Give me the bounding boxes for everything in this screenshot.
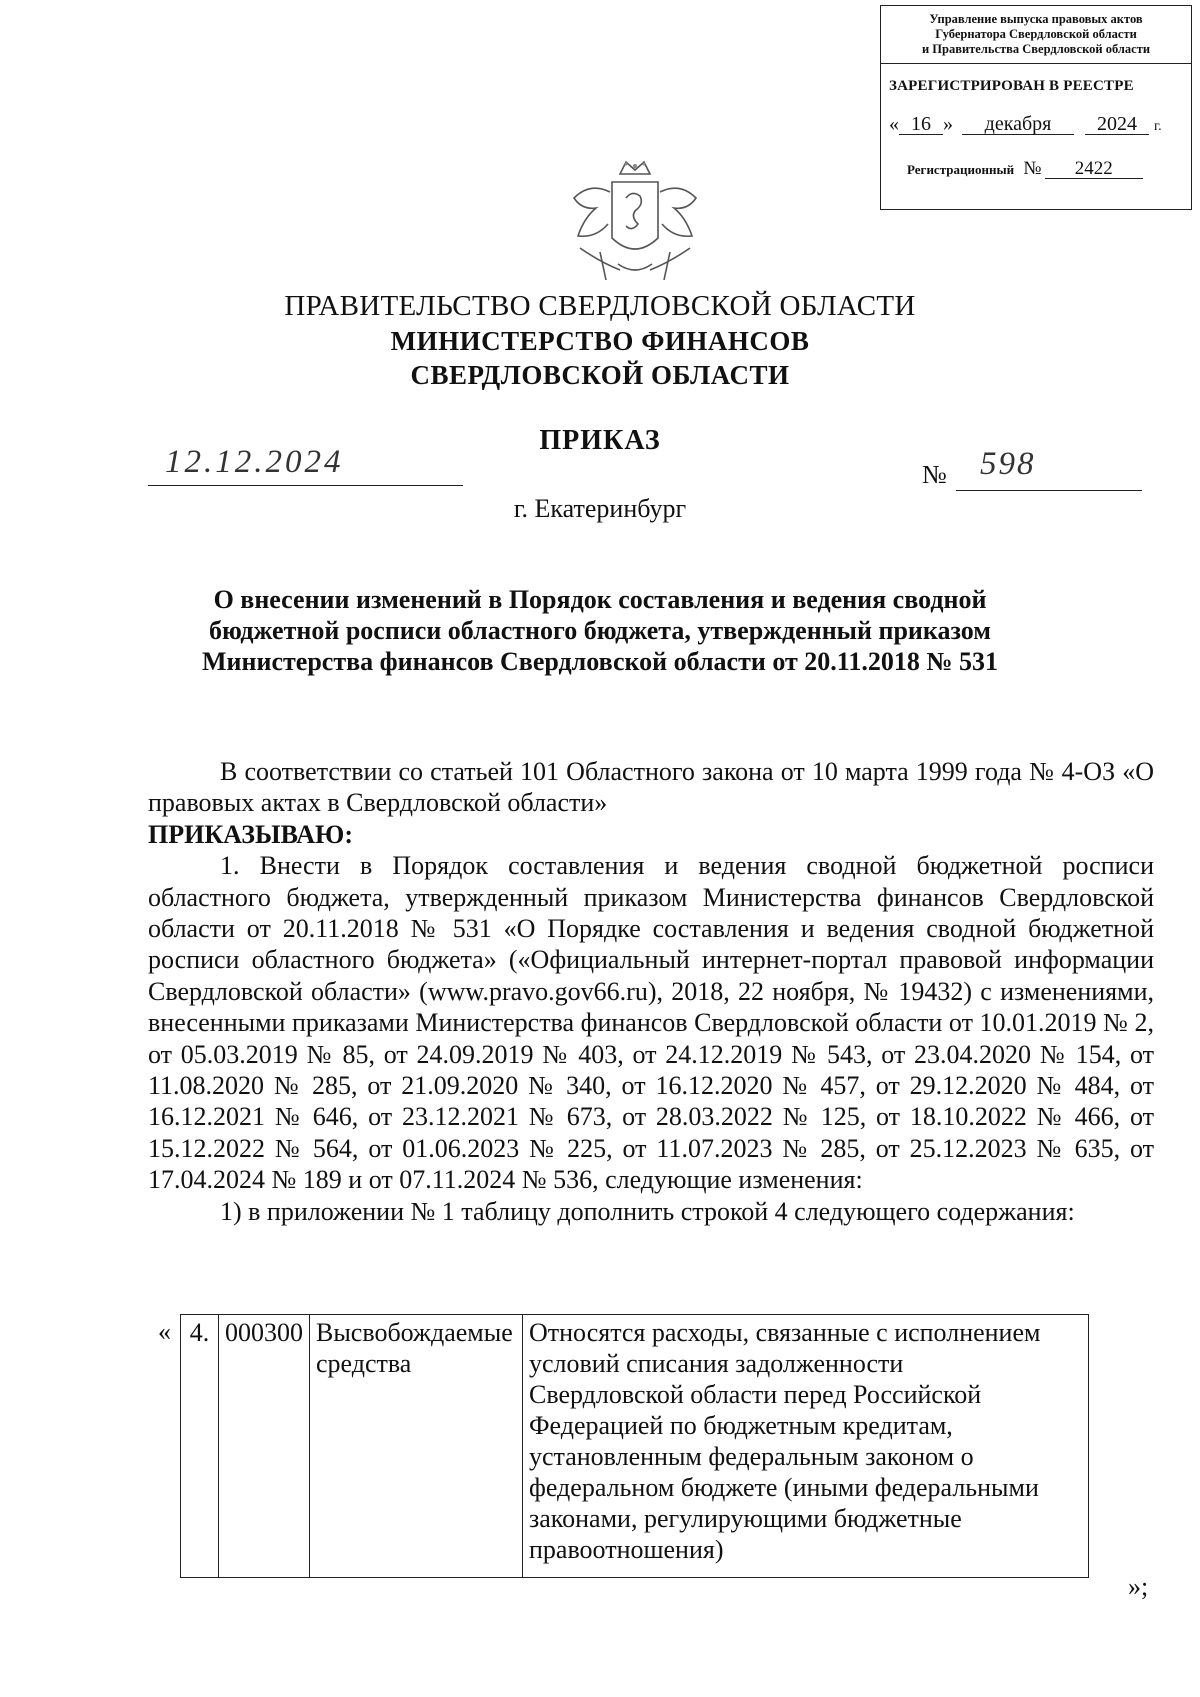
stamp-year: 2024 <box>1085 114 1149 135</box>
coat-of-arms-icon <box>560 152 710 292</box>
desc-line: федеральном бюджете (иными федеральными <box>529 1473 1039 1502</box>
stamp-reg-label: Регистрационный <box>907 162 1015 177</box>
inserted-table <box>180 1314 1089 1578</box>
subitem-1: 1) в приложении № 1 таблицу дополнить строкой 4 следующего содержания: <box>220 1196 1075 1226</box>
desc-line: условий списания задолженности <box>529 1349 904 1378</box>
row-name-line: средства <box>316 1349 412 1378</box>
ministry-line: МИНИСТЕРСТВО ФИНАНСОВ <box>390 326 810 356</box>
title-line: Министерства финансов Свердловской области от 20.11.2018 № 531 <box>202 647 998 676</box>
stamp-office-line: Губернатора Свердловской области <box>935 27 1137 41</box>
table-row <box>181 1315 1089 1578</box>
document-title <box>120 584 1080 677</box>
desc-line: Относятся расходы, связанные с исполнением <box>529 1318 1041 1347</box>
number-underline <box>956 489 1142 491</box>
stamp-reg-number-row <box>907 158 1191 180</box>
document-body <box>148 756 1154 1227</box>
number-sign: № <box>922 460 947 489</box>
order-date: 12.12.2024 <box>165 444 344 480</box>
order-number: 598 <box>980 446 1036 482</box>
document-type: ПРИКАЗ <box>539 425 661 456</box>
desc-line: Федерацией по бюджетным кредитам, <box>529 1411 953 1440</box>
stamp-date <box>889 113 1191 136</box>
ministry-title <box>0 324 1200 392</box>
desc-line: правоотношения) <box>529 1535 724 1564</box>
city: г. Екатеринбург <box>513 494 687 523</box>
desc-line: Свердловской области перед Российской <box>529 1380 982 1409</box>
order-word: ПРИКАЗЫВАЮ: <box>148 819 353 849</box>
stamp-quote-close: » <box>943 113 953 135</box>
stamp-office-line: и Правительства Свердловской области <box>921 42 1151 56</box>
row-name-line: Высвобождаемые <box>316 1318 513 1347</box>
stamp-year-suffix: г. <box>1154 119 1162 134</box>
stamp-no-sign: № <box>1023 158 1042 179</box>
row-number: 4. <box>181 1315 219 1578</box>
government-title: ПРАВИТЕЛЬСТВО СВЕРДЛОВСКОЙ ОБЛАСТИ <box>284 290 916 322</box>
row-description <box>523 1315 1089 1578</box>
stamp-quote-open: « <box>889 113 899 135</box>
stamp-day: 16 <box>899 114 943 135</box>
stamp-registered-label: ЗАРЕГИСТРИРОВАН В РЕЕСТРЕ <box>889 78 1134 94</box>
title-line: бюджетной росписи областного бюджета, утвержденный приказом <box>209 616 991 645</box>
date-underline <box>148 484 463 486</box>
desc-line: установленным федеральным законом о <box>529 1442 974 1471</box>
stamp-reg-number: 2422 <box>1045 159 1143 179</box>
row-code: 000300 <box>219 1315 310 1578</box>
item-1: 1. Внести в Порядок составления и ведения сводной бюджетной росписи областного бюджета, утвержденный приказом Министерства финансов Свердловской области от 20.11.2018 № 531 «О Порядке составления и ведения сводной бюджетной росписи областного бюджета» («Официальный интернет-портал правовой информации Свердловской области» (www.pravo.gov66.ru), 2018, 22 ноября, № 19432) с изменениями, внесенными приказами Министерства финансов Свердловской области от 10.01.2019 № 2, от 05.03.2019 № 85, от 24.09.2019 № 403, от 24.12.2019 № 543, от 23.04.2020 № 154, от 11.08.2020 № 285, от 21.09.2020 № 340, от 16.12.2020 № 457, от 29.12.2020 № 484, от 16.12.2021 № 646, от 23.12.2021 № 673, от 28.03.2022 № 125, от 18.10.2022 № 466, от 15.12.2022 № 564, от 01.06.2023 № 225, от 11.07.2023 № 285, от 25.12.2023 № 635, от 17.04.2024 № 189 и от 07.11.2024 № 536, следующие изменения: <box>148 851 1154 1195</box>
stamp-office-line: Управление выпуска правовых актов <box>929 12 1143 26</box>
stamp-office <box>881 6 1191 64</box>
title-line: О внесении изменений в Порядок составления и ведения сводной <box>213 585 987 614</box>
stamp-month: декабря <box>962 114 1074 135</box>
intro-paragraph: В соответствии со статьей 101 Областного закона от 10 марта 1999 года № 4-ОЗ «О правовых актах в Свердловской области» <box>148 757 1154 818</box>
table-close-quote: »; <box>1128 1572 1149 1601</box>
row-name <box>310 1315 523 1578</box>
desc-line: законами, регулирующими бюджетные <box>529 1504 962 1533</box>
registration-stamp <box>880 5 1192 210</box>
table-open-quote: « <box>158 1317 171 1346</box>
ministry-line: СВЕРДЛОВСКОЙ ОБЛАСТИ <box>410 360 790 390</box>
